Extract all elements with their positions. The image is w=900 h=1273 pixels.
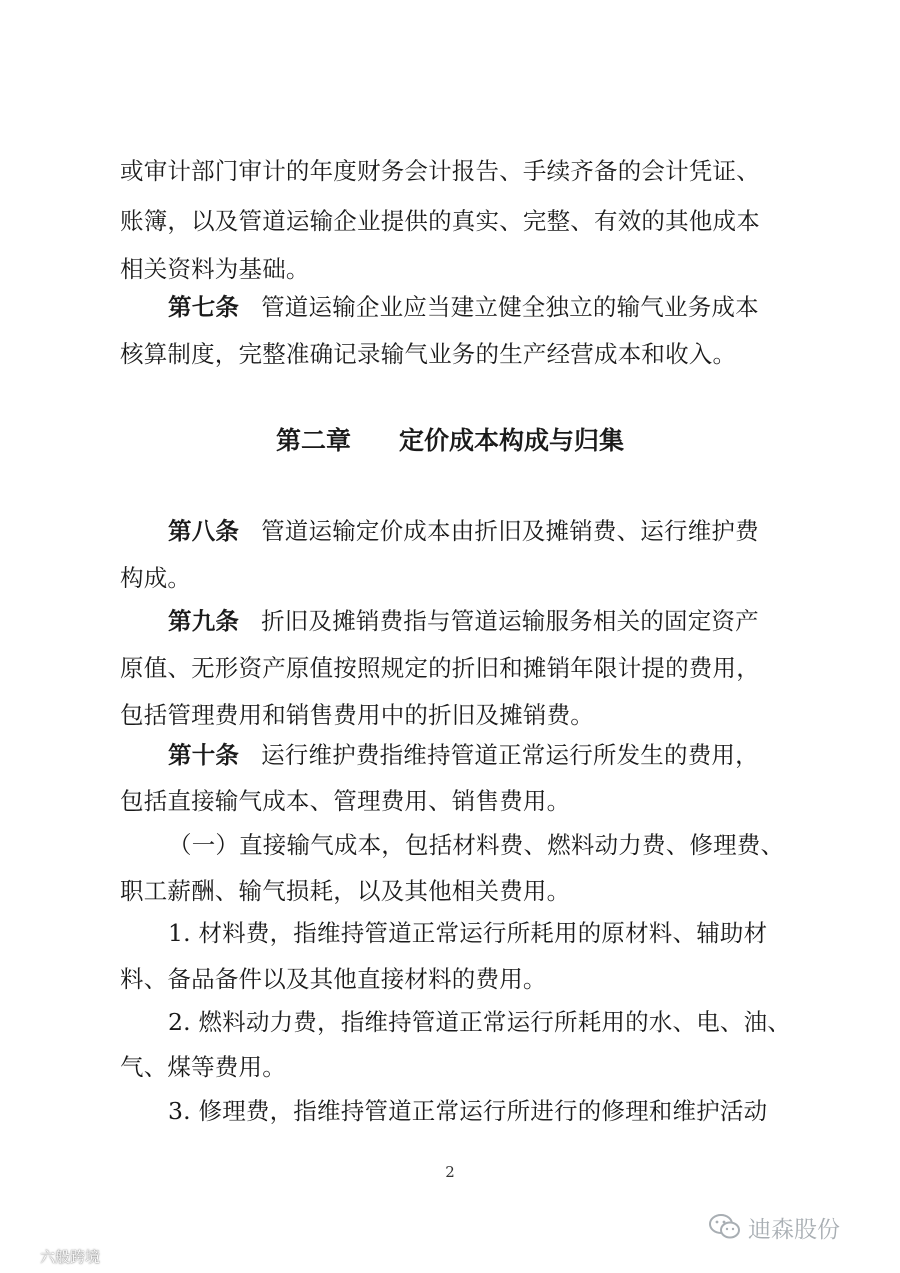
weibo-watermark [4, 1244, 100, 1268]
wechat-icon [708, 1213, 742, 1241]
chapter-number: 第二章 [275, 426, 351, 455]
item-3-line-1: 3. 修理费，指维持管道正常运行所进行的修理和维护活动 [168, 1097, 768, 1125]
body-line: 账簿，以及管道运输企业提供的真实、完整、有效的其他成本 [120, 207, 760, 235]
article-7-line-2: 核算制度，完整准确记录输气业务的生产经营成本和收入。 [120, 340, 737, 368]
article-7-heading: 第七条 [168, 293, 240, 321]
article-7-text: 管道运输企业应当建立健全独立的输气业务成本 [261, 293, 759, 321]
wechat-watermark [708, 1212, 840, 1242]
article-8-line-2: 构成。 [120, 564, 192, 592]
weibo-icon [4, 1246, 36, 1266]
page-number: 2 [445, 1163, 455, 1181]
article-9-text: 折旧及摊销费指与管道运输服务相关的固定资产 [261, 607, 759, 635]
article-10-line-2: 包括直接输气成本、管理费用、销售费用。 [120, 787, 571, 815]
article-8-first-line [168, 515, 828, 547]
article-10-text: 运行维护费指维持管道正常运行所发生的费用， [261, 741, 759, 769]
article-10-heading: 第十条 [168, 741, 240, 769]
wechat-watermark-text: 迪森股份 [748, 1216, 840, 1243]
article-9-first-line [168, 605, 828, 637]
chapter-title: 定价成本构成与归集 [399, 426, 625, 455]
clause-1-line-1: （一）直接输气成本，包括材料费、燃料动力费、修理费、 [168, 831, 785, 859]
article-9-line-3: 包括管理费用和销售费用中的折旧及摊销费。 [120, 701, 594, 729]
article-8-heading: 第八条 [168, 517, 240, 545]
item-1-line-1: 1. 材料费，指维持管道正常运行所耗用的原材料、辅助材 [168, 919, 768, 947]
article-8-text: 管道运输定价成本由折旧及摊销费、运行维护费 [261, 517, 759, 545]
article-7-first-line [168, 291, 828, 323]
body-line: 相关资料为基础。 [120, 255, 310, 283]
article-9-heading: 第九条 [168, 607, 240, 635]
item-2-line-2: 气、煤等费用。 [120, 1053, 286, 1081]
item-2-line-1: 2. 燃料动力费，指维持管道正常运行所耗用的水、电、油、 [168, 1008, 791, 1036]
article-10-first-line [168, 739, 828, 771]
body-line: 或审计部门审计的年度财务会计报告、手续齐备的会计凭证、 [120, 157, 760, 185]
clause-1-line-2: 职工薪酬、输气损耗，以及其他相关费用。 [120, 877, 571, 905]
chapter-heading [0, 423, 900, 459]
item-1-line-2: 料、备品备件以及其他直接材料的费用。 [120, 965, 547, 993]
article-9-line-2: 原值、无形资产原值按照规定的折旧和摊销年限计提的费用， [120, 654, 760, 682]
weibo-watermark-text: 六般跨境 [40, 1247, 101, 1266]
